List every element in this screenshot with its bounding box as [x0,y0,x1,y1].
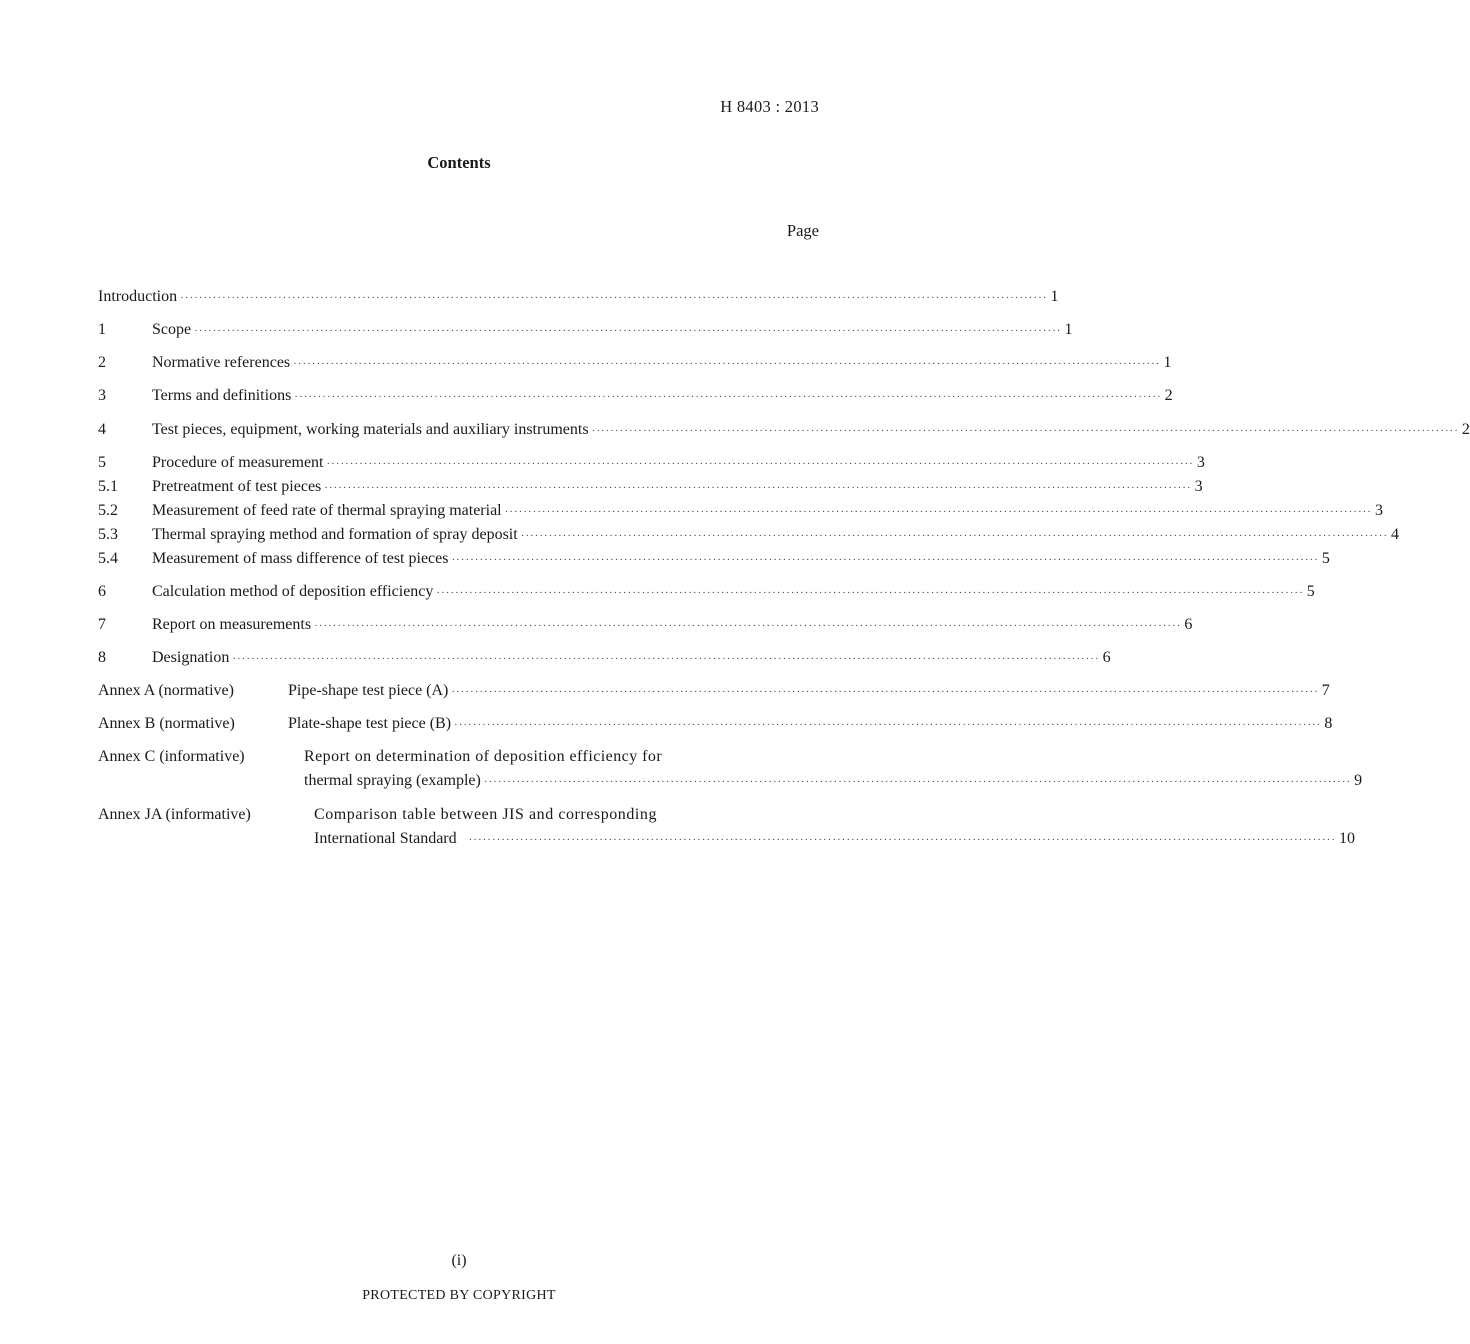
toc-entry-annex-c[interactable] [98,747,1363,795]
toc-entry-spray-method[interactable] [98,525,1400,549]
dot-leader [194,321,1061,341]
toc-section-number: 4 [98,421,106,438]
dot-leader [484,772,1351,792]
dot-leader [324,478,1191,498]
annex-label: Annex A (normative) [98,682,234,699]
dot-leader [326,454,1193,474]
toc-section-number: 6 [98,583,106,600]
table-of-contents [98,287,1470,853]
toc-entry-test-pieces[interactable] [98,420,1470,444]
toc-entry-text: Terms and definitions [152,387,292,404]
toc-entry-text-line-2: thermal spraying (example) [304,772,481,789]
toc-entry-annex-a[interactable] [98,681,1330,705]
toc-section-number: 1 [98,321,106,338]
dot-leader [293,354,1160,374]
dot-leader [469,830,1336,850]
toc-entry-mass-difference[interactable] [98,549,1330,573]
toc-section-number: 5.1 [98,478,118,495]
toc-entry-introduction[interactable] [98,287,1059,311]
footer-page-number: (i) [451,1252,467,1269]
toc-entry-line-2 [314,829,1355,853]
toc-entry-normative-references[interactable] [98,353,1172,377]
toc-section-number: 5.2 [98,502,118,519]
dot-leader [521,526,1388,546]
toc-entry-text: Procedure of measurement [152,454,324,471]
toc-entry-text: Normative references [152,354,291,371]
toc-page-number: 2 [1164,387,1173,404]
dot-leader [294,387,1161,407]
dot-leader [232,649,1099,669]
toc-section-number: 5 [98,454,106,471]
toc-page-number: 8 [1324,715,1333,732]
toc-page-number: 7 [1321,682,1330,699]
toc-entry-procedure[interactable] [98,453,1205,477]
toc-page-number: 6 [1102,649,1111,666]
toc-page-number: 1 [1163,354,1172,371]
dot-leader [451,682,1318,702]
toc-entry-text: Plate-shape test piece (B) [288,715,452,732]
toc-entry-annex-b[interactable] [98,714,1333,738]
dot-leader [451,550,1318,570]
toc-entry-body [314,805,1355,853]
toc-entry-line-2 [304,771,1362,795]
toc-entry-text: Scope [152,321,192,338]
toc-entry-terms-and-definitions[interactable] [98,386,1173,410]
contents-title: Contents [427,153,491,172]
toc-entry-text-line-1: Report on determination of deposition efficiency for [304,748,663,765]
toc-entry-annex-ja[interactable] [98,805,1355,853]
toc-section-number: 5.3 [98,526,118,543]
toc-page-number: 3 [1194,478,1203,495]
toc-page-number: 9 [1354,772,1363,789]
dot-leader [314,616,1181,636]
toc-entry-scope[interactable] [98,320,1073,344]
toc-entry-report[interactable] [98,615,1193,639]
toc-entry-designation[interactable] [98,648,1111,672]
toc-entry-body [304,747,1362,795]
toc-section-number: 7 [98,616,106,633]
toc-section-number: 8 [98,649,106,666]
toc-entry-calculation-method[interactable] [98,582,1315,606]
dot-leader [180,288,1047,308]
toc-page-number: 1 [1064,321,1073,338]
toc-entry-text-line-1: Comparison table between JIS and corresponding [314,806,658,823]
toc-entry-text: Test pieces, equipment, working materials and auxiliary instruments [152,421,589,438]
toc-entry-text-line-2: International Standard [314,830,457,847]
annex-label: Annex B (normative) [98,715,235,732]
annex-label: Annex JA (informative) [98,806,251,823]
toc-entry-text: Measurement of mass difference of test pieces [152,550,449,567]
toc-entry-pretreatment[interactable] [98,477,1203,501]
toc-entry-text: Thermal spraying method and formation of spray deposit [152,526,518,543]
toc-section-number: 3 [98,387,106,404]
toc-entry-feed-rate[interactable] [98,501,1383,525]
toc-entry-text: Designation [152,649,230,666]
dot-leader [592,421,1459,441]
toc-page-number: 3 [1374,502,1383,519]
toc-page-number: 4 [1391,526,1400,543]
copyright-notice: PROTECTED BY COPYRIGHT [362,1288,556,1303]
toc-entry-text: Measurement of feed rate of thermal spraying material [152,502,502,519]
toc-section-number: 2 [98,354,106,371]
annex-label: Annex C (informative) [98,748,245,765]
dot-leader [505,502,1372,522]
toc-page-number: 5 [1306,583,1315,600]
page-column-label: Page [786,221,819,240]
toc-entry-text: Report on measurements [152,616,312,633]
toc-entry-text: Calculation method of deposition efficiency [152,583,434,600]
toc-entry-text: Pretreatment of test pieces [152,478,322,495]
toc-entry-text: Pipe-shape test piece (A) [288,682,449,699]
toc-page-number: 10 [1338,830,1355,847]
dot-leader [436,583,1303,603]
toc-page-number: 2 [1461,421,1470,438]
document-code: H 8403 : 2013 [720,97,819,116]
toc-entry-text: Introduction [98,288,178,305]
toc-page-number: 5 [1321,550,1330,567]
toc-page-number: 6 [1184,616,1193,633]
dot-leader [454,715,1321,735]
toc-page-number: 3 [1196,454,1205,471]
toc-page-number: 1 [1050,288,1059,305]
toc-section-number: 5.4 [98,550,118,567]
